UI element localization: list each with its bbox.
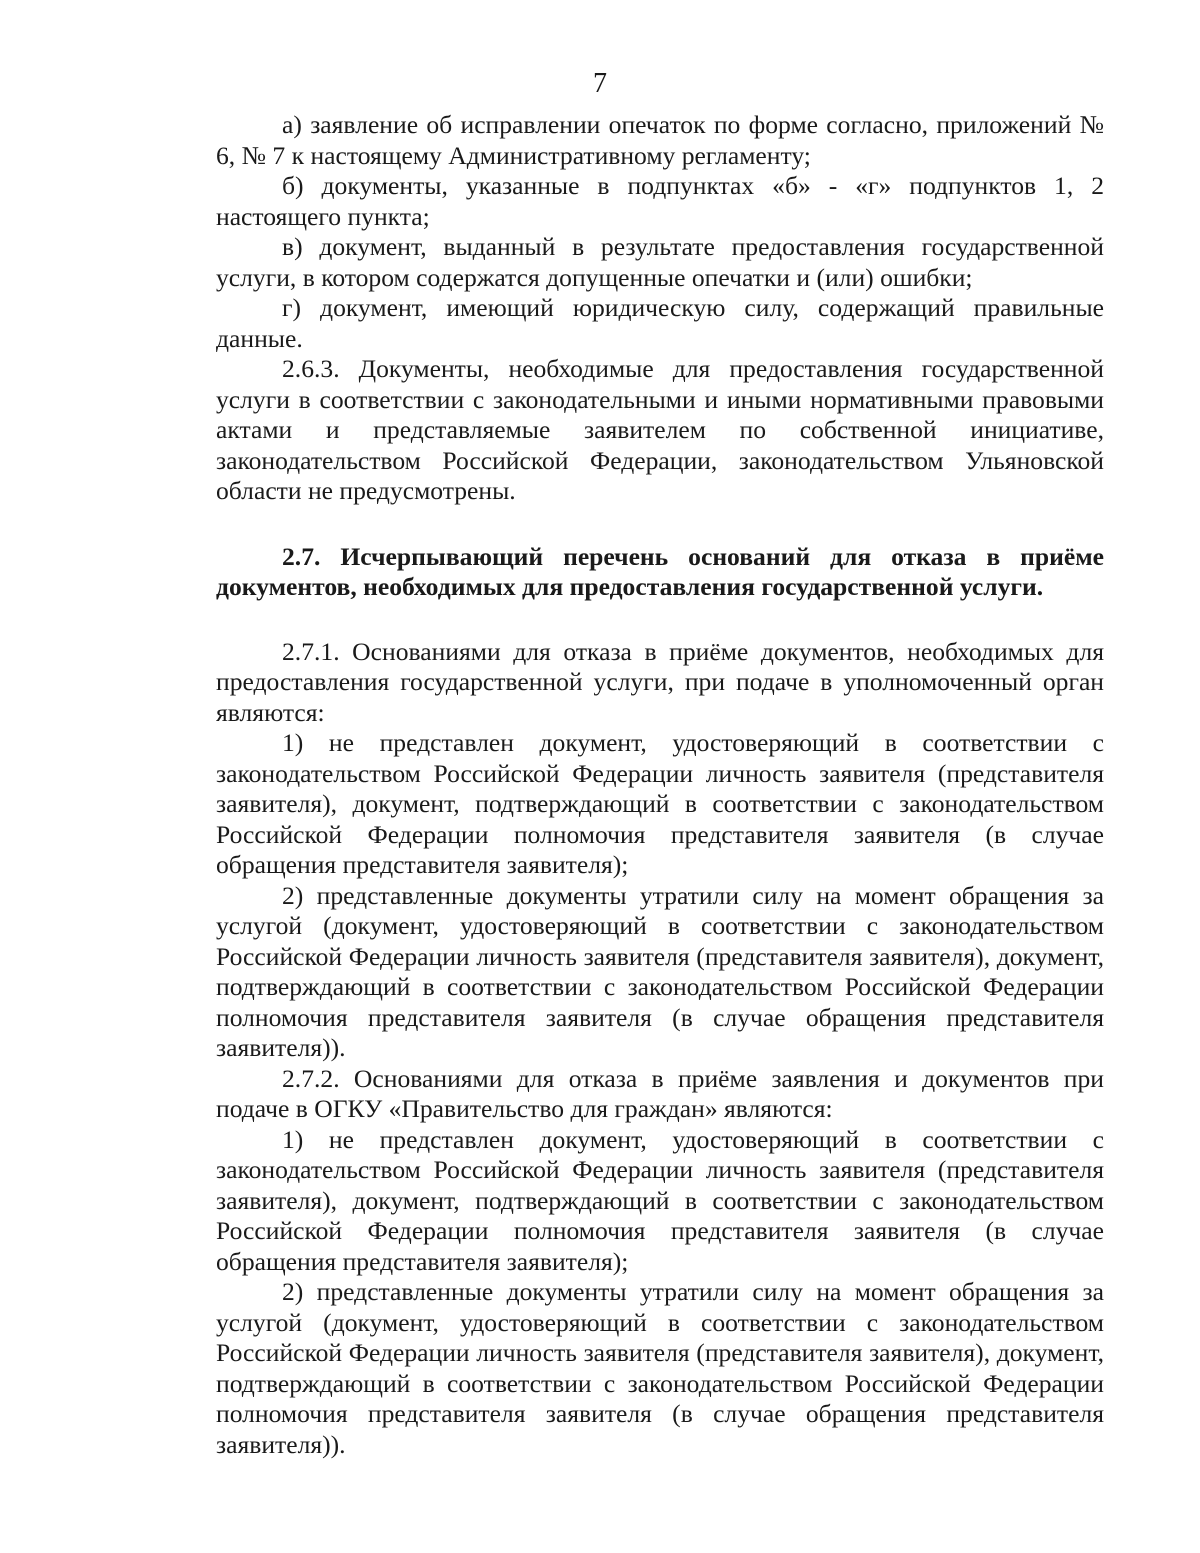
paragraph-2-7-2-item-2: 2) представленные документы утратили силу на момент обращения за услугой (документ, удостоверяющий в соответствии с законодательством Российской Федерации личность заявителя (представителя заявителя), документ, подтверждающий в соответствии с законодательством Российской Федерации полномочия представителя заявителя (в случае обращения представителя заявителя)). bbox=[216, 1277, 1104, 1459]
list-item-a: а) заявление об исправлении опечаток по форме согласно, приложений № 6, № 7 к настоящему Административному регламенту; bbox=[216, 110, 1104, 170]
paragraph-2-7-2: 2.7.2. Основаниями для отказа в приёме заявления и документов при подаче в ОГКУ «Правительство для граждан» являются: bbox=[216, 1063, 1104, 1123]
paragraph-2-7-2-item-1: 1) не представлен документ, удостоверяющий в соответствии с законодательством Российской Федерации личность заявителя (представителя заявителя), документ, подтверждающий в соответствии с законодательством Российской Федерации полномочия представителя заявителя (в случае обращения представителя заявителя); bbox=[216, 1124, 1104, 1276]
page-number: 7 bbox=[593, 68, 607, 99]
paragraph-2-7-1-item-2: 2) представленные документы утратили силу на момент обращения за услугой (документ, удостоверяющий в соответствии с законодательством Российской Федерации личность заявителя (представителя заявителя), документ, подтверждающий в соответствии с законодательством Российской Федерации полномочия представителя заявителя (в случае обращения представителя заявителя)). bbox=[216, 880, 1104, 1062]
paragraph-2-6-3: 2.6.3. Документы, необходимые для предоставления государственной услуги в соответствии с законодательными и иными нормативными правовыми актами и представляемые заявителем по собственной инициативе, законодательством Российской Федерации, законодательством Ульяновской области не предусмотрены. bbox=[216, 354, 1104, 505]
section-heading-2-7: 2.7. Исчерпывающий перечень оснований для отказа в приёме документов, необходимых для предоставления государственной услуги. bbox=[216, 541, 1104, 601]
document-body bbox=[216, 110, 1104, 1460]
list-item-g: г) документ, имеющий юридическую силу, содержащий правильные данные. bbox=[216, 293, 1104, 353]
paragraph-2-7-1-item-1: 1) не представлен документ, удостоверяющий в соответствии с законодательством Российской Федерации личность заявителя (представителя заявителя), документ, подтверждающий в соответствии с законодательством Российской Федерации полномочия представителя заявителя (в случае обращения представителя заявителя); bbox=[216, 728, 1104, 879]
paragraph-2-7-1: 2.7.1. Основаниями для отказа в приёме документов, необходимых для предоставления государственной услуги, при подаче в уполномоченный орган являются: bbox=[216, 636, 1104, 727]
list-item-b: б) документы, указанные в подпунктах «б» - «г» подпунктов 1, 2 настоящего пункта; bbox=[216, 171, 1104, 231]
list-item-v: в) документ, выданный в результате предоставления государственной услуги, в котором содержатся допущенные опечатки и (или) ошибки; bbox=[216, 232, 1104, 292]
